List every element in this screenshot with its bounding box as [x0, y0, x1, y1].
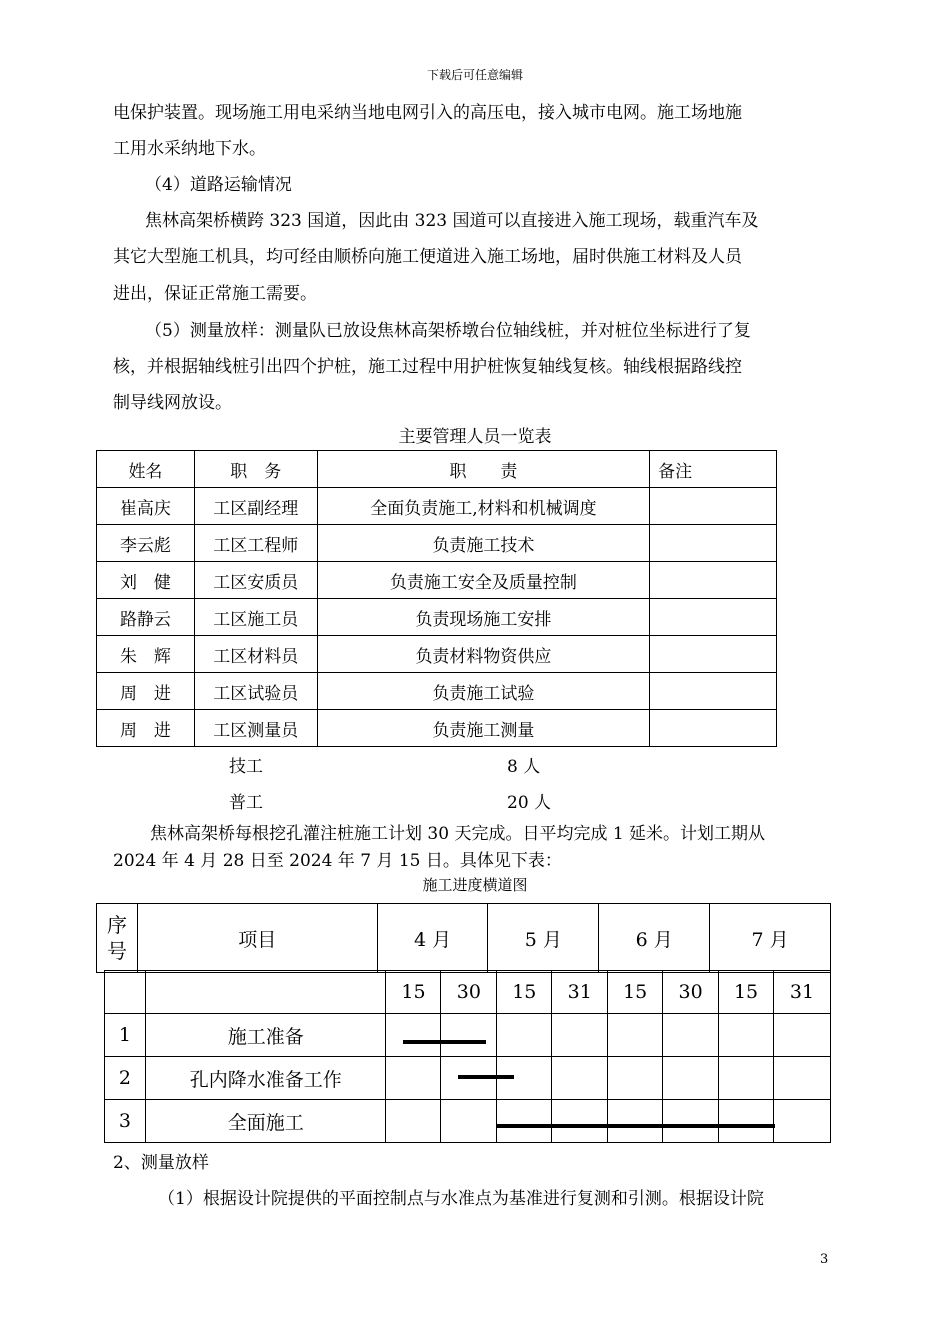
- header-cell: 职 务: [194, 451, 317, 488]
- staff-row: [97, 599, 777, 636]
- timeline-cell: [441, 1100, 497, 1143]
- gantt-bar: [403, 1040, 486, 1044]
- gantt-caption: 施工进度横道图: [422, 876, 528, 894]
- section-heading: （4）道路运输情况: [145, 175, 292, 195]
- gantt-bar: [497, 1124, 775, 1128]
- duty-cell: 负责施工测量: [317, 710, 649, 747]
- worker-label: 技工: [229, 757, 263, 777]
- paragraph-line: 其它大型施工机具，均可经由顺桥向施工便道进入施工场地，届时供施工材料及人员: [113, 247, 742, 267]
- staff-table: [96, 450, 777, 747]
- row-item: 施工准备: [145, 1014, 386, 1057]
- paragraph-line: （1）根据设计院提供的平面控制点与水准点为基准进行复测和引测。根据设计院: [158, 1189, 764, 1209]
- worker-label: 普工: [229, 793, 263, 813]
- duty-cell: 负责施工技术: [317, 525, 649, 562]
- staff-row: [97, 488, 777, 525]
- timeline-cell: [497, 1014, 552, 1057]
- header-cell: 姓名: [97, 451, 195, 488]
- timeline-cell: [663, 1014, 719, 1057]
- empty-cell: [105, 971, 146, 1014]
- name-cell: 朱 辉: [97, 636, 195, 673]
- row-item: 全面施工: [145, 1100, 386, 1143]
- staff-row: [97, 710, 777, 747]
- name-cell: 周 进: [97, 710, 195, 747]
- paragraph-line: 电保护装置。现场施工用电采纳当地电网引入的高压电，接入城市电网。施工场地施: [113, 103, 742, 123]
- day-cell: 15: [386, 971, 441, 1014]
- remark-cell: [650, 673, 777, 710]
- header-cell: 备注: [650, 451, 777, 488]
- staff-row: [97, 673, 777, 710]
- timeline-cell: [663, 1100, 719, 1143]
- timeline-cell: [608, 1014, 663, 1057]
- timeline-cell: [608, 1057, 663, 1100]
- timeline-cell: [552, 1057, 608, 1100]
- timeline-cell: [497, 1100, 552, 1143]
- remark-cell: [650, 710, 777, 747]
- remark-cell: [650, 488, 777, 525]
- timeline-cell: [719, 1014, 774, 1057]
- gantt-row: [105, 1100, 831, 1143]
- header-cell: 职 责: [317, 451, 649, 488]
- name-cell: 刘 健: [97, 562, 195, 599]
- duty-cell: 负责施工试验: [317, 673, 649, 710]
- paragraph-line: 制导线网放设。: [113, 393, 232, 413]
- gantt-days-row: [105, 971, 831, 1014]
- day-cell: 15: [719, 971, 774, 1014]
- name-cell: 周 进: [97, 673, 195, 710]
- position-cell: 工区工程师: [194, 525, 317, 562]
- plan-text-line: 2024 年 4 月 28 日至 2024 年 7 月 15 日。具体见下表：: [113, 851, 562, 871]
- paragraph-line: 工用水采纳地下水。: [113, 139, 266, 159]
- month-header: 6 月: [599, 904, 710, 973]
- day-cell: 30: [663, 971, 719, 1014]
- remark-cell: [650, 525, 777, 562]
- month-header: 5 月: [488, 904, 599, 973]
- plan-text-line: 焦林高架桥每根挖孔灌注桩施工计划 30 天完成。日平均完成 1 延米。计划工期从: [150, 824, 766, 844]
- timeline-cell: [386, 1014, 441, 1057]
- timeline-cell: [663, 1057, 719, 1100]
- timeline-cell: [441, 1014, 497, 1057]
- staff-row: [97, 562, 777, 599]
- section-title: 2、测量放样: [113, 1153, 209, 1173]
- duty-cell: 负责施工安全及质量控制: [317, 562, 649, 599]
- position-cell: 工区施工员: [194, 599, 317, 636]
- timeline-cell: [774, 1057, 831, 1100]
- paragraph-line: 进出，保证正常施工需要。: [113, 284, 317, 304]
- paragraph-line: 焦林高架桥横跨 323 国道，因此由 323 国道可以直接进入施工现场，载重汽车及: [145, 211, 759, 231]
- timeline-cell: [552, 1100, 608, 1143]
- position-cell: 工区副经理: [194, 488, 317, 525]
- day-cell: 30: [441, 971, 497, 1014]
- position-cell: 工区安质员: [194, 562, 317, 599]
- timeline-cell: [774, 1100, 831, 1143]
- gantt-header-table: [96, 903, 831, 973]
- seq-header-text: 序号: [106, 913, 127, 963]
- remark-cell: [650, 562, 777, 599]
- duty-cell: 负责现场施工安排: [317, 599, 649, 636]
- gantt-row: [105, 1014, 831, 1057]
- item-header: 项目: [137, 904, 377, 973]
- position-cell: 工区材料员: [194, 636, 317, 673]
- name-cell: 路静云: [97, 599, 195, 636]
- day-cell: 31: [552, 971, 608, 1014]
- position-cell: 工区测量员: [194, 710, 317, 747]
- staff-table-caption: 主要管理人员一览表: [398, 427, 552, 447]
- timeline-cell: [386, 1100, 441, 1143]
- remark-cell: [650, 636, 777, 673]
- gantt-body-table: [104, 970, 831, 1143]
- timeline-cell: [719, 1100, 774, 1143]
- duty-cell: 全面负责施工,材料和机械调度: [317, 488, 649, 525]
- row-number: 2: [105, 1057, 146, 1100]
- timeline-cell: [608, 1100, 663, 1143]
- page-number: 3: [820, 1252, 829, 1267]
- row-number: 3: [105, 1100, 146, 1143]
- worker-count: 20 人: [507, 793, 552, 813]
- duty-cell: 负责材料物资供应: [317, 636, 649, 673]
- day-cell: 31: [774, 971, 831, 1014]
- timeline-cell: [386, 1057, 441, 1100]
- timeline-cell: [552, 1014, 608, 1057]
- header-note: 下载后可任意编辑: [426, 68, 523, 82]
- empty-cell: [145, 971, 386, 1014]
- month-header: 7 月: [710, 904, 831, 973]
- row-number: 1: [105, 1014, 146, 1057]
- staff-row: [97, 525, 777, 562]
- remark-cell: [650, 599, 777, 636]
- name-cell: 崔高庆: [97, 488, 195, 525]
- worker-count: 8 人: [507, 757, 541, 777]
- timeline-cell: [719, 1057, 774, 1100]
- staff-row: [97, 636, 777, 673]
- day-cell: 15: [497, 971, 552, 1014]
- month-header: 4 月: [377, 904, 488, 973]
- seq-header: [97, 904, 138, 973]
- gantt-bar: [458, 1075, 514, 1079]
- name-cell: 李云彪: [97, 525, 195, 562]
- staff-header-row: [97, 451, 777, 488]
- position-cell: 工区试验员: [194, 673, 317, 710]
- paragraph-line: 核，并根据轴线桩引出四个护桩，施工过程中用护桩恢复轴线复核。轴线根据路线控: [113, 357, 742, 377]
- day-cell: 15: [608, 971, 663, 1014]
- row-item: 孔内降水准备工作: [145, 1057, 386, 1100]
- timeline-cell: [774, 1014, 831, 1057]
- paragraph-line: （5）测量放样：测量队已放设焦林高架桥墩台位轴线桩，并对桩位坐标进行了复: [145, 321, 751, 341]
